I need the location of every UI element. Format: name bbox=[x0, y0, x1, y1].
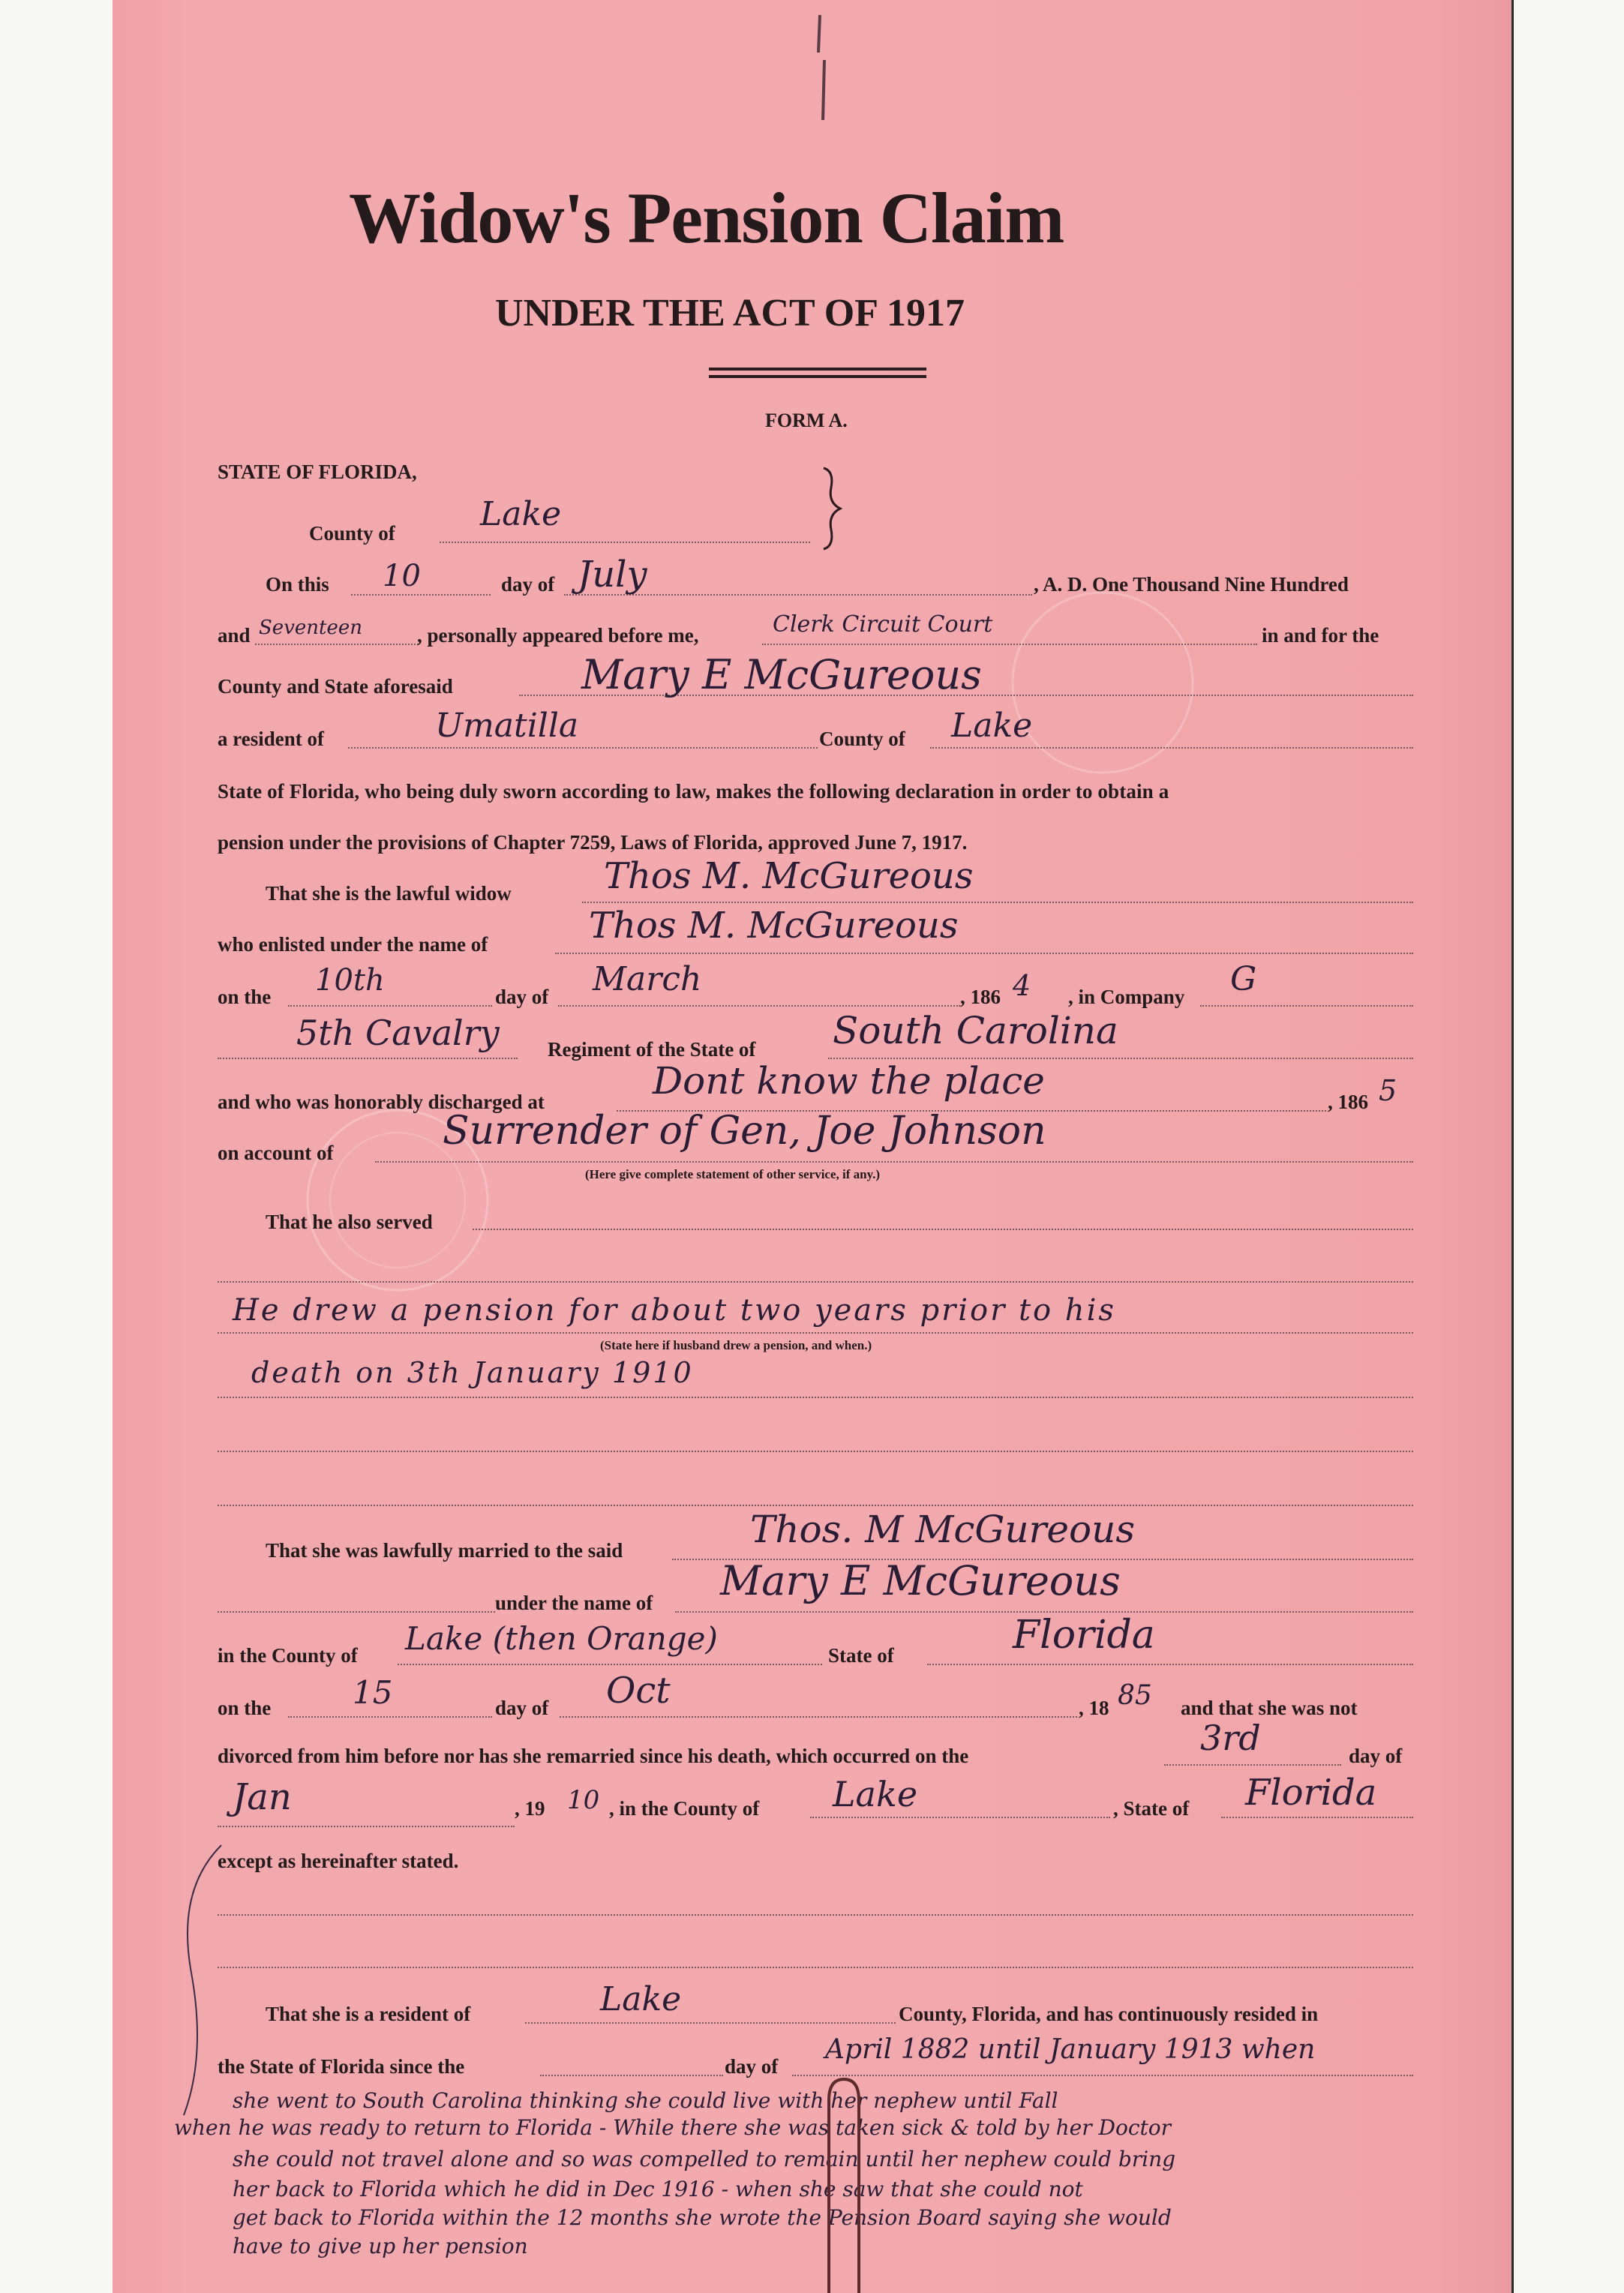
day-line bbox=[351, 594, 491, 596]
and-label: and bbox=[218, 624, 251, 647]
hand-death-state: Florida bbox=[1245, 1772, 1377, 1814]
appeared-label: , personally appeared before me, bbox=[417, 624, 699, 647]
year-186-label: , 186 bbox=[960, 986, 1001, 1008]
hand-note-5: have to give up her pension bbox=[233, 2234, 528, 2258]
hand-note-3: her back to Florida which he did in Dec 1916 - when she saw that she could not bbox=[233, 2177, 1083, 2201]
divorced-text: divorced from him before nor has she remarried since his death, which occurred on the bbox=[218, 1745, 969, 1767]
blank-line-1 bbox=[218, 1451, 1413, 1452]
county-label: County of bbox=[309, 522, 395, 545]
hand-married-month: Oct bbox=[606, 1670, 671, 1712]
hand-regiment-state: South Carolina bbox=[833, 1009, 1118, 1052]
hand-married-year: 85 bbox=[1118, 1680, 1152, 1711]
married-state-line bbox=[927, 1664, 1413, 1665]
residence-county-line bbox=[930, 747, 1413, 749]
under-name-label: under the name of bbox=[495, 1592, 653, 1614]
widow-line bbox=[582, 902, 1413, 903]
hand-residence-county: Lake bbox=[951, 707, 1033, 745]
form-label: FORM A. bbox=[765, 410, 848, 431]
state-of-label: State of bbox=[828, 1644, 894, 1667]
hand-month: July bbox=[578, 554, 647, 596]
regiment-line bbox=[218, 1058, 518, 1059]
except-line-2 bbox=[218, 1967, 1413, 1968]
hand-maiden-name: Mary E McGureous bbox=[720, 1557, 1121, 1604]
enlist-month-line bbox=[558, 1005, 960, 1007]
death-state-line bbox=[1221, 1817, 1413, 1818]
title-rule bbox=[709, 368, 926, 371]
blank-line-2 bbox=[218, 1505, 1413, 1506]
under-name-lead-line bbox=[218, 1611, 495, 1613]
since-label: the State of Florida since the bbox=[218, 2055, 465, 2078]
hand-note-margin: when he was ready to return to Florida - While there she was taken sick & told by her Doctor bbox=[174, 2115, 1171, 2140]
in-county-label-2: , in the County of bbox=[609, 1797, 760, 1820]
enlist-day-line bbox=[288, 1005, 492, 1007]
married-to-label: That she was lawfully married to the said bbox=[266, 1539, 623, 1562]
hand-year-word: Seventeen bbox=[259, 617, 362, 639]
day-of-label: day of bbox=[501, 573, 555, 596]
hand-death-day: 3rd bbox=[1200, 1718, 1261, 1758]
aforesaid-label: County and State aforesaid bbox=[218, 675, 453, 698]
declaration-text: State of Florida, who being duly sworn according to law, makes the following declaration in order to obtain a bbox=[218, 780, 1169, 803]
ad-text: , A. D. One Thousand Nine Hundred bbox=[1034, 573, 1349, 596]
hand-discharge-place: Dont know the place bbox=[653, 1059, 1045, 1103]
year-word-line bbox=[255, 644, 419, 645]
served-line-2 bbox=[218, 1281, 1413, 1283]
hand-county: Lake bbox=[480, 495, 562, 533]
title-rule-2 bbox=[709, 375, 926, 378]
day-of-label-3: day of bbox=[495, 1697, 549, 1719]
hand-married-county: Lake (then Orange) bbox=[405, 1620, 718, 1657]
hand-death-month: Jan bbox=[233, 1776, 292, 1818]
state-of-label-2: , State of bbox=[1113, 1797, 1190, 1820]
hand-enlist-day: 10th bbox=[315, 963, 385, 998]
hand-enlist-month: March bbox=[593, 960, 702, 998]
hand-married-state: Florida bbox=[1013, 1613, 1155, 1658]
lawful-widow-label: That she is the lawful widow bbox=[266, 882, 512, 905]
day-of-label-5: day of bbox=[725, 2055, 779, 2078]
hand-company: G bbox=[1230, 960, 1257, 998]
brace bbox=[818, 465, 848, 551]
in-and-for-label: in and for the bbox=[1262, 624, 1379, 647]
enlisted-line bbox=[555, 953, 1413, 954]
county-florida-label: County, Florida, and has continuously resided in bbox=[899, 2003, 1319, 2025]
page-subtitle: UNDER THE ACT OF 1917 bbox=[495, 292, 965, 335]
year-18-label: , 18 bbox=[1079, 1697, 1109, 1719]
married-day-line bbox=[288, 1716, 492, 1718]
on-this-label: On this bbox=[266, 573, 329, 596]
hand-resident-county: Lake bbox=[600, 1980, 682, 2018]
page-title: Widow's Pension Claim bbox=[349, 178, 1064, 258]
hand-enlist-year: 4 bbox=[1013, 969, 1031, 1002]
on-the-label-2: on the bbox=[218, 1697, 272, 1719]
married-month-line bbox=[560, 1716, 1077, 1718]
pension-note: (State here if husband drew a pension, and when.) bbox=[600, 1338, 872, 1352]
company-label: , in Company bbox=[1068, 986, 1185, 1008]
death-day-line bbox=[1164, 1764, 1341, 1766]
hand-married-day: 15 bbox=[353, 1674, 393, 1711]
hand-note-4: get back to Florida within the 12 months she wrote the Pension Board saying she would bbox=[233, 2205, 1172, 2230]
hand-officer: Clerk Circuit Court bbox=[773, 611, 993, 638]
resident-label: a resident of bbox=[218, 728, 324, 750]
pension-line-1 bbox=[218, 1332, 1413, 1334]
married-county-line bbox=[398, 1664, 822, 1665]
company-line bbox=[1200, 1005, 1413, 1007]
hand-married-to: Thos. M McGureous bbox=[750, 1508, 1135, 1551]
except-line-1 bbox=[218, 1914, 1413, 1916]
since-day-line bbox=[540, 2075, 723, 2076]
since-line bbox=[792, 2075, 1413, 2076]
except-label: except as hereinafter stated. bbox=[218, 1850, 459, 1872]
day-of-label-4: day of bbox=[1349, 1745, 1403, 1767]
page-edge bbox=[1511, 0, 1514, 2293]
staple-mark bbox=[806, 8, 836, 128]
county-line bbox=[440, 542, 810, 543]
resident-county-line bbox=[525, 2022, 896, 2024]
hand-widow-of: Thos M. McGureous bbox=[604, 855, 974, 897]
hand-day: 10 bbox=[383, 559, 421, 593]
officer-line bbox=[762, 644, 1257, 645]
account-line bbox=[375, 1161, 1413, 1163]
hand-discharge-reason: Surrender of Gen, Joe Johnson bbox=[443, 1109, 1046, 1154]
regiment-label: Regiment of the State of bbox=[548, 1038, 756, 1061]
pension-under-text: pension under the provisions of Chapter 7259, Laws of Florida, approved June 7, 1917. bbox=[218, 831, 968, 854]
binder-loop bbox=[814, 2070, 874, 2293]
pension-line-2 bbox=[218, 1397, 1413, 1398]
hand-residence: Umatilla bbox=[435, 707, 579, 745]
on-the-label: on the bbox=[218, 986, 272, 1008]
served-line-1 bbox=[473, 1229, 1413, 1230]
enlisted-label: who enlisted under the name of bbox=[218, 933, 488, 956]
hand-discharge-year: 5 bbox=[1379, 1074, 1397, 1107]
hand-claimant: Mary E McGureous bbox=[581, 651, 982, 698]
also-served-label: That he also served bbox=[266, 1211, 433, 1233]
death-county-line bbox=[810, 1817, 1110, 1818]
not-divorced-label: and that she was not bbox=[1181, 1697, 1358, 1719]
year-1865-label: , 186 bbox=[1328, 1091, 1368, 1113]
in-county-label: in the County of bbox=[218, 1644, 358, 1667]
county-of-label-2: County of bbox=[819, 728, 905, 750]
hand-enlisted-as: Thos M. McGureous bbox=[589, 905, 959, 947]
hand-note-1: she went to South Carolina thinking she could live with her nephew until Fall bbox=[233, 2088, 1058, 2113]
hand-regiment: 5th Cavalry bbox=[296, 1013, 500, 1053]
resident-of-label: That she is a resident of bbox=[266, 2003, 471, 2025]
hand-death-year: 10 bbox=[567, 1785, 600, 1815]
hand-pension-2: death on 3th January 1910 bbox=[251, 1356, 694, 1389]
day-of-label-2: day of bbox=[495, 986, 549, 1008]
hand-since: April 1882 until January 1913 when bbox=[825, 2034, 1316, 2065]
discharged-label: and who was honorably discharged at bbox=[218, 1091, 545, 1113]
on-account-label: on account of bbox=[218, 1142, 334, 1164]
residence-line bbox=[348, 747, 818, 749]
hand-death-county: Lake bbox=[833, 1774, 918, 1814]
margin-bracket bbox=[169, 1830, 236, 2130]
hand-pension-1: He drew a pension for about two years prior to his bbox=[233, 1293, 1116, 1328]
faint-seal-right bbox=[1005, 585, 1200, 780]
year-19-label: , 19 bbox=[515, 1797, 545, 1820]
state-of-florida: STATE OF FLORIDA, bbox=[218, 461, 417, 483]
other-service-note: (Here give complete statement of other service, if any.) bbox=[585, 1167, 881, 1181]
death-month-line bbox=[218, 1826, 515, 1827]
hand-note-2: she could not travel alone and so was compelled to remain until her nephew could bring bbox=[233, 2147, 1176, 2171]
